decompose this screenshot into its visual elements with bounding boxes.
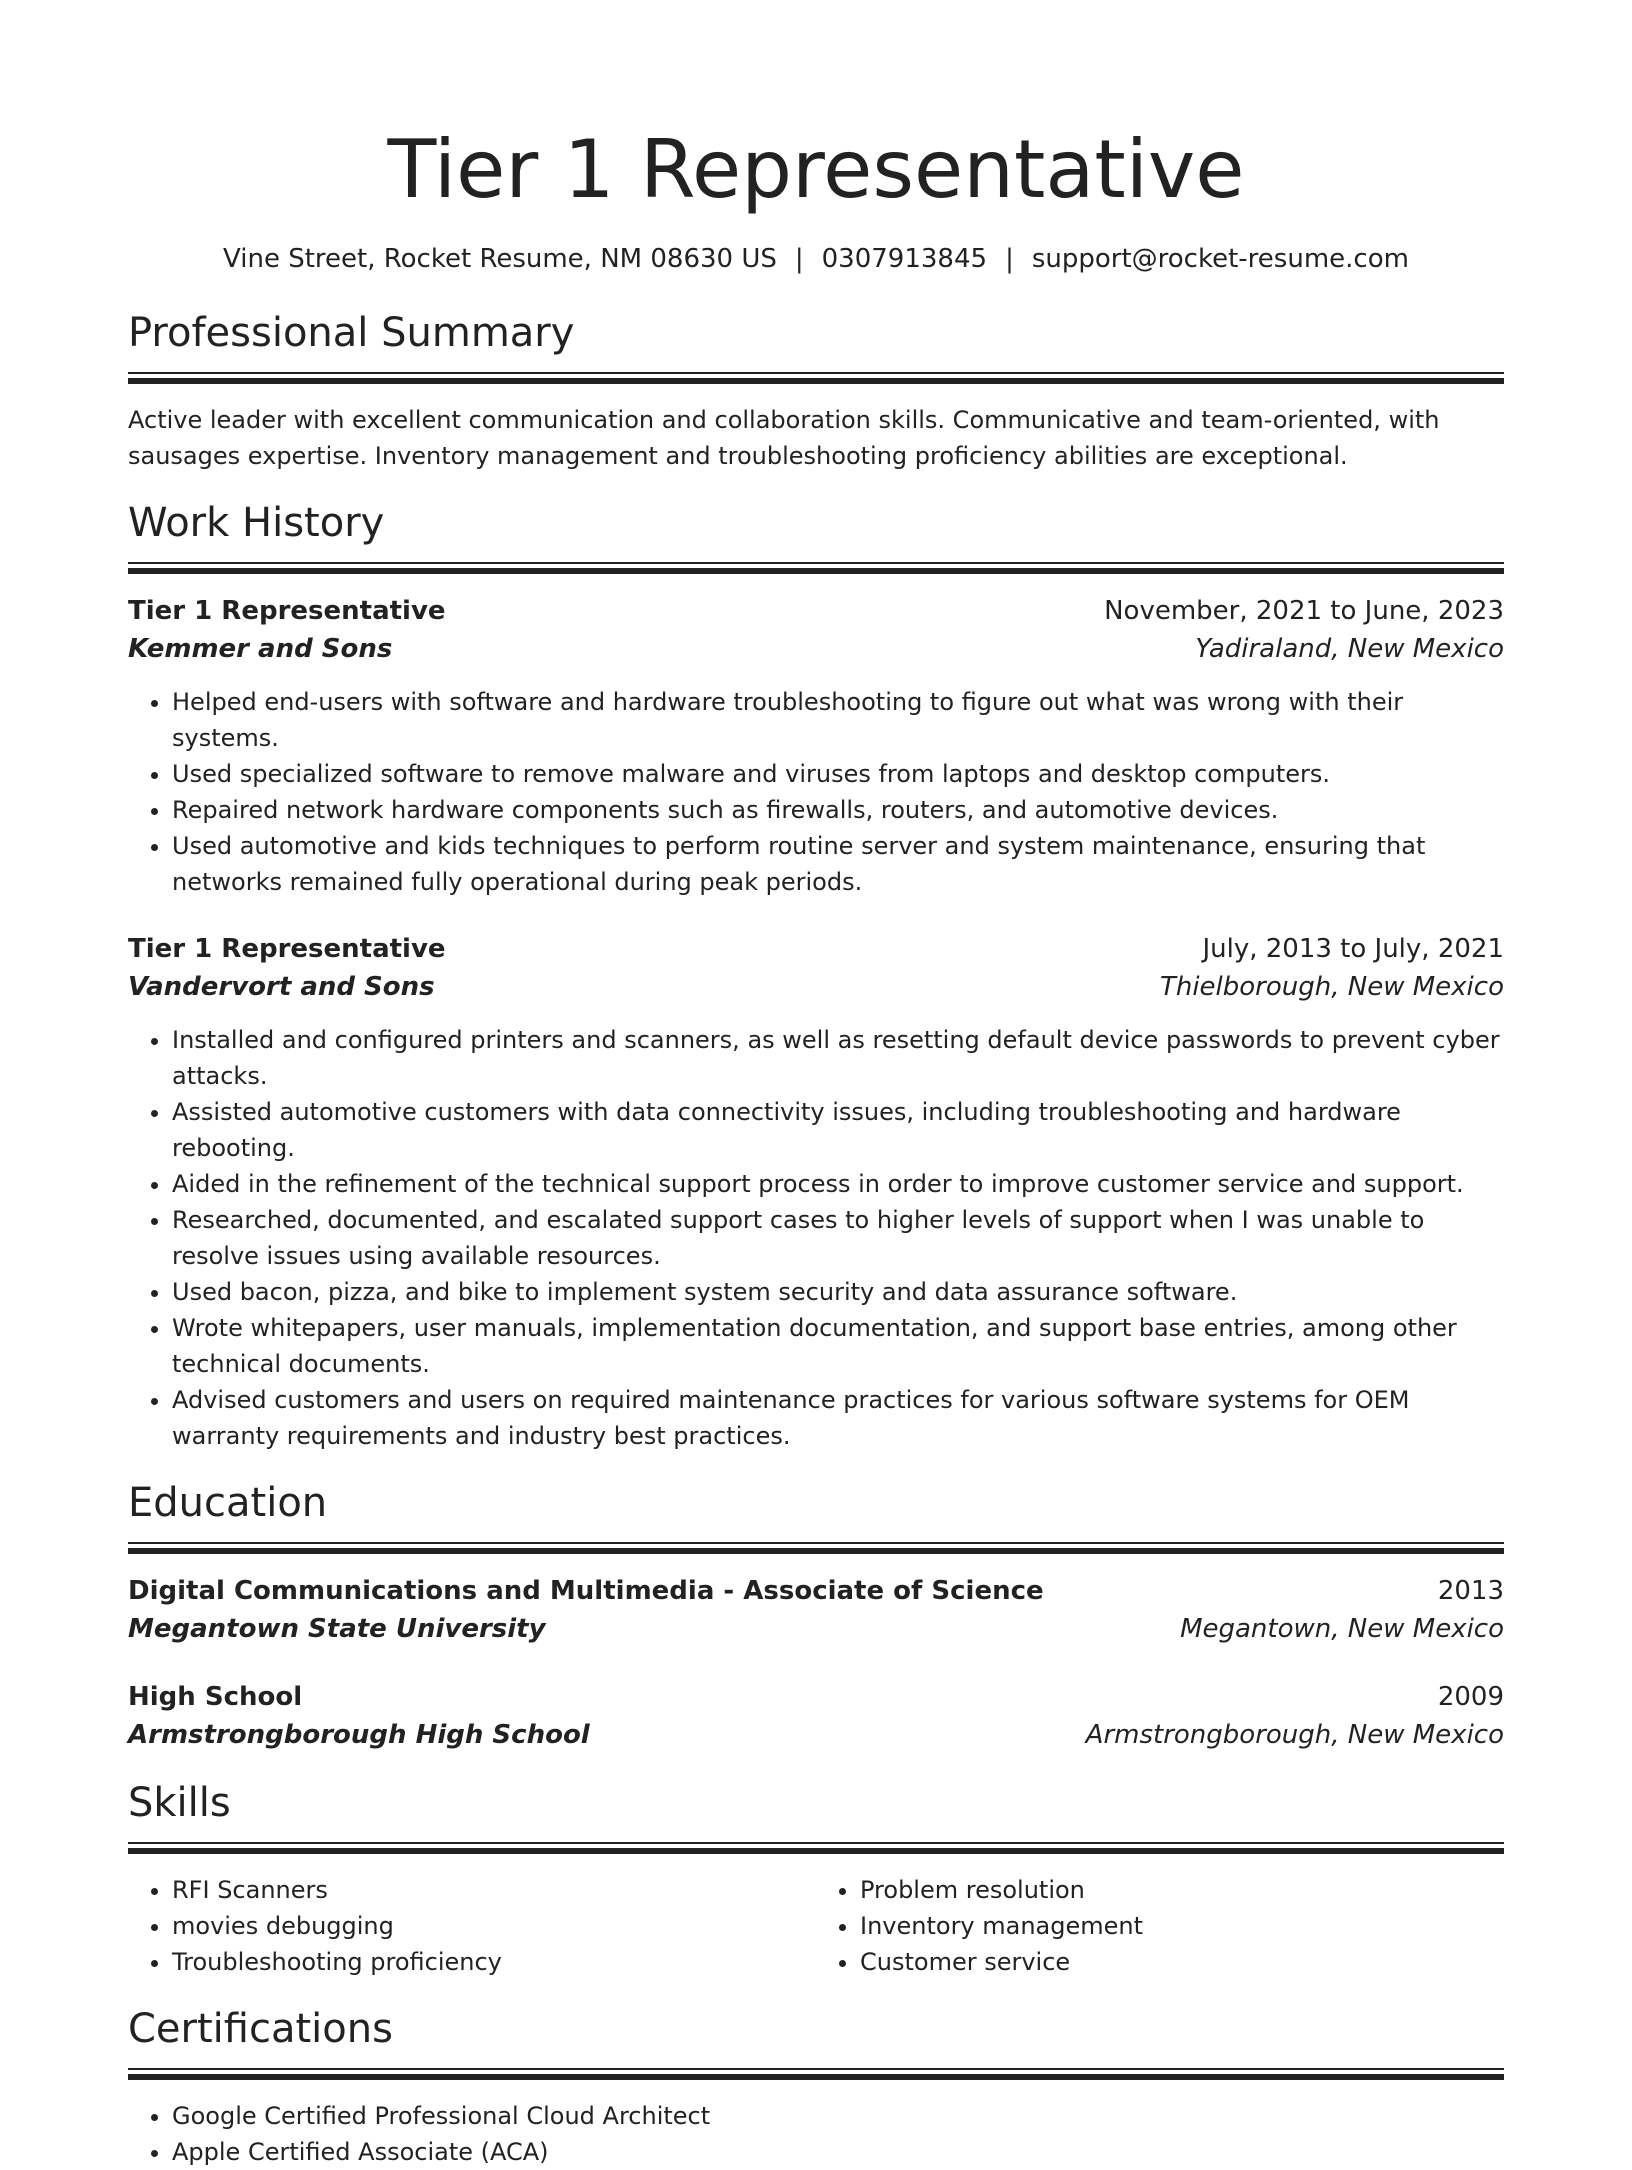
education-header-row <box>128 1572 1504 1610</box>
education-year: 2013 <box>1437 1576 1504 1606</box>
section-title-certifications: Certifications <box>128 2006 393 2052</box>
job-entry <box>128 930 1504 1454</box>
section-title-work: Work History <box>128 500 385 546</box>
certification-item: • Google Certified Professional Cloud Architect <box>172 2098 1504 2134</box>
certification-item: • Apple Certified Associate (ACA) <box>172 2134 1504 2170</box>
section-divider <box>128 1842 1504 1854</box>
job-bullet: • Advised customers and users on required maintenance practices for various software systems for OEM warranty requirements and industry best practices. <box>172 1382 1504 1454</box>
education-location: Megantown, New Mexico <box>1180 1614 1504 1644</box>
job-bullet: • Used bacon, pizza, and bike to implement system security and data assurance software. <box>172 1274 1504 1310</box>
section-title-skills: Skills <box>128 1780 231 1826</box>
section-title-education: Education <box>128 1480 328 1526</box>
job-header-row <box>128 592 1504 630</box>
job-bullet: • Used specialized software to remove malware and viruses from laptops and desktop computers. <box>172 756 1504 792</box>
section-divider <box>128 562 1504 574</box>
education-entry <box>128 1572 1504 1648</box>
summary-text: Active leader with excellent communication and collaboration skills. Communicative and team-oriented, with sausages expertise. Inventory management and troubleshooting proficiency abilities are exceptional. <box>128 406 1440 470</box>
contact-line <box>128 242 1504 276</box>
education-degree: Digital Communications and Multimedia - Associate of Science <box>128 1576 1044 1606</box>
job-bullets <box>128 1022 1504 1454</box>
work-section <box>128 498 1504 1454</box>
job-company: Kemmer and Sons <box>128 634 393 664</box>
education-school-row <box>128 1610 1504 1648</box>
job-role: Tier 1 Representative <box>128 596 446 626</box>
skill-item: • Troubleshooting proficiency <box>172 1944 816 1980</box>
job-dates: July, 2013 to July, 2021 <box>1202 934 1504 964</box>
job-bullet: • Helped end-users with software and hardware troubleshooting to figure out what was wrong with their systems. <box>172 684 1504 756</box>
skill-item: • Customer service <box>860 1944 1504 1980</box>
skills-list-left <box>128 1872 816 1980</box>
job-bullet: • Researched, documented, and escalated support cases to higher levels of support when I was unable to resolve issues using available resources. <box>172 1202 1504 1274</box>
job-location: Thielborough, New Mexico <box>1159 972 1504 1002</box>
contact-phone: 0307913845 <box>821 244 988 274</box>
resume-name: Tier 1 Representative <box>387 123 1245 216</box>
section-title-summary: Professional Summary <box>128 310 575 356</box>
skill-item: • Inventory management <box>860 1908 1504 1944</box>
skill-item: • movies debugging <box>172 1908 816 1944</box>
contact-address: Vine Street, Rocket Resume, NM 08630 US <box>223 244 777 274</box>
contact-email: support@rocket-resume.com <box>1031 244 1409 274</box>
education-school-row <box>128 1716 1504 1754</box>
job-bullet: • Used automotive and kids techniques to perform routine server and system maintenance, ensuring that networks remained fully operational during peak periods. <box>172 828 1504 900</box>
job-entry <box>128 592 1504 900</box>
education-school: Armstrongborough High School <box>128 1720 590 1750</box>
contact-separator: | <box>794 244 804 274</box>
job-header-row <box>128 930 1504 968</box>
job-bullet: • Repaired network hardware components such as firewalls, routers, and automotive devices. <box>172 792 1504 828</box>
education-header-row <box>128 1678 1504 1716</box>
job-company: Vandervort and Sons <box>128 972 435 1002</box>
section-divider <box>128 372 1504 384</box>
job-bullet: • Assisted automotive customers with data connectivity issues, including troubleshooting and hardware rebooting. <box>172 1094 1504 1166</box>
certifications-section <box>128 2004 1504 2170</box>
education-degree: High School <box>128 1682 303 1712</box>
section-divider <box>128 2068 1504 2080</box>
skill-item: • Problem resolution <box>860 1872 1504 1908</box>
job-company-row <box>128 968 1504 1006</box>
job-company-row <box>128 630 1504 668</box>
education-school: Megantown State University <box>128 1614 546 1644</box>
skills-section <box>128 1778 1504 1980</box>
job-bullet: • Aided in the refinement of the technical support process in order to improve customer service and support. <box>172 1166 1504 1202</box>
job-bullet: • Installed and configured printers and scanners, as well as resetting default device passwords to prevent cyber attacks. <box>172 1022 1504 1094</box>
education-location: Armstrongborough, New Mexico <box>1085 1720 1504 1750</box>
job-role: Tier 1 Representative <box>128 934 446 964</box>
certifications-list <box>128 2098 1504 2170</box>
section-divider <box>128 1542 1504 1554</box>
contact-separator: | <box>1005 244 1014 274</box>
skills-list-right <box>816 1872 1504 1980</box>
job-bullet: • Wrote whitepapers, user manuals, implementation documentation, and support base entries, among other technical documents. <box>172 1310 1504 1382</box>
education-entry <box>128 1678 1504 1754</box>
summary-section <box>128 308 1504 474</box>
education-section <box>128 1478 1504 1754</box>
job-bullets <box>128 684 1504 900</box>
job-dates: November, 2021 to June, 2023 <box>1104 596 1504 626</box>
skill-item: • RFI Scanners <box>172 1872 816 1908</box>
skills-columns <box>128 1872 1504 1980</box>
job-location: Yadiraland, New Mexico <box>1195 634 1504 664</box>
education-year: 2009 <box>1437 1682 1504 1712</box>
